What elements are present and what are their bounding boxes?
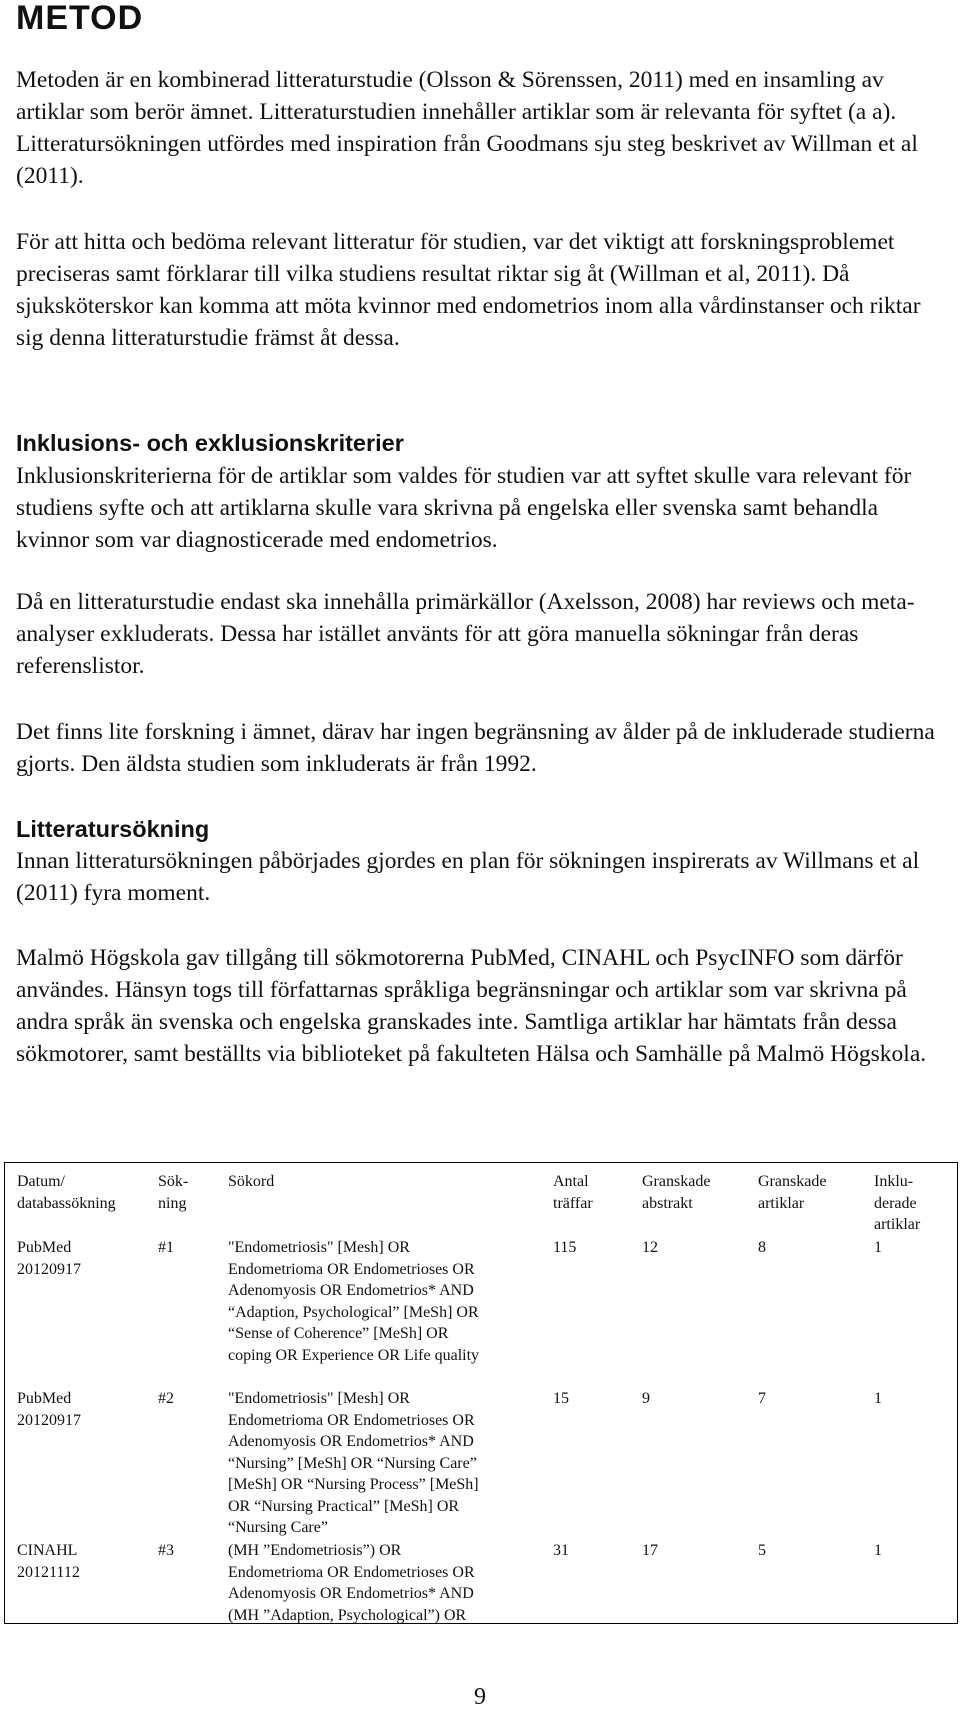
- table-cell-abstracts: 17: [642, 1542, 658, 1559]
- table-cell-articles: 5: [758, 1542, 766, 1559]
- paragraph-databases: Malmö Högskola gav tillgång till sökmotorerna PubMed, CINAHL och PsycINFO som därför användes. Hänsyn togs till författarnas språkliga begränsningar och artiklar som var skrivna på andra språk än svenska och engelska granskades inte. Samtliga artiklar har hämtats från dessa sökmotorer, samt beställts via biblioteket på fakulteten Hälsa och Samhälle på Malmö Högskola.: [16, 945, 927, 1067]
- table-header-cell: Inklu- derade artiklar: [874, 1173, 921, 1233]
- table-header-cell: Granskade abstrakt: [642, 1173, 711, 1212]
- table-header-cell: Datum/ databassökning: [17, 1173, 116, 1212]
- table-cell-search-terms: "Endometriosis" [Mesh] OR Endometrioma OR Endometrioses OR Adenomyosis OR Endometrios* AND “Nursing” [MeSh] OR “Nursing Care” [MeSh] OR “Nursing Process” [MeSh] OR “Nursing Practical” [MeSh] OR “Nursing Care”: [228, 1390, 479, 1536]
- table-cell-articles: 7: [758, 1390, 766, 1407]
- table-cell-abstracts: 9: [642, 1390, 650, 1407]
- table-header-cell: Sök- ning: [158, 1173, 189, 1212]
- section-heading-criteria: Inklusions- och exklusionskriterier: [16, 430, 404, 456]
- table-cell-abstracts: 12: [642, 1239, 658, 1256]
- table-cell-articles: 8: [758, 1239, 766, 1256]
- table-cell-database: PubMed 20120917: [17, 1390, 81, 1429]
- table-cell-database: PubMed 20120917: [17, 1239, 81, 1278]
- table-cell-search-number: #1: [158, 1239, 174, 1256]
- table-cell-search-terms: (MH ”Endometriosis”) OR Endometrioma OR Endometrioses OR Adenomyosis OR Endometrios* AND (MH ”Adaption, Psychological”) OR: [228, 1542, 475, 1624]
- page-number: 9: [474, 1684, 486, 1710]
- paragraph-exclusion: Då en litteraturstudie endast ska innehålla primärkällor (Axelsson, 2008) har reviews och meta-analyser exkluderats. Dessa har istället använts för att göra manuella sökningar från deras referenslistor.: [16, 589, 915, 679]
- table-cell-hits: 15: [553, 1390, 569, 1407]
- page-title: METOD: [16, 0, 144, 37]
- section-heading-search: Litteratursökning: [16, 816, 210, 842]
- table-header-cell: Sökord: [228, 1173, 275, 1190]
- paragraph-problem: För att hitta och bedöma relevant litteratur för studien, var det viktigt att forskningsproblemet preciseras samt förklarar till vilka studiens resultat riktar sig åt (Willman et al, 2011). Då sjuksköterskor kan komma att möta kvinnor med endometrios inom alla vårdinstanser och riktar sig denna litteraturstudie främst åt dessa.: [16, 229, 921, 351]
- table-header-cell: Granskade artiklar: [758, 1173, 827, 1212]
- table-cell-hits: 31: [553, 1542, 569, 1559]
- table-cell-search-number: #3: [158, 1542, 174, 1559]
- table-cell-search-terms: "Endometriosis" [Mesh] OR Endometrioma OR Endometrioses OR Adenomyosis OR Endometrios* AND “Adaption, Psychological” [MeSh] OR “Sense of Coherence” [MeSh] OR coping OR Experience OR Life quality: [228, 1239, 480, 1364]
- table-cell-included: 1: [874, 1390, 882, 1407]
- table-cell-hits: 115: [553, 1239, 577, 1256]
- table-cell-included: 1: [874, 1239, 882, 1256]
- paragraph-inclusion: Inklusionskriterierna för de artiklar som valdes för studien var att syftet skulle vara relevant för studiens syfte och att artiklarna skulle vara skrivna på engelska eller svenska samt behandla kvinnor som var diagnosticerade med endometrios.: [16, 463, 912, 553]
- paragraph-age-limit: Det finns lite forskning i ämnet, därav har ingen begränsning av ålder på de inkluderade studierna gjorts. Den äldsta studien som inkluderats är från 1992.: [16, 719, 935, 777]
- search-table: [4, 1162, 958, 1624]
- table-cell-database: CINAHL 20121112: [17, 1542, 80, 1581]
- table-cell-included: 1: [874, 1542, 882, 1559]
- paragraph-search-plan: Innan litteratursökningen påbörjades gjordes en plan för sökningen inspirerats av Willmans et al (2011) fyra moment.: [16, 848, 920, 906]
- paragraph-intro: Metoden är en kombinerad litteraturstudie (Olsson & Sörenssen, 2011) med en insamling av artiklar som berör ämnet. Litteraturstudien innehåller artiklar som är relevanta för syftet (a a). Litteratursökningen utfördes med inspiration från Goodmans sju steg beskrivet av Willman et al (2011).: [16, 67, 918, 189]
- table-header-cell: Antal träffar: [553, 1173, 593, 1212]
- table-cell-search-number: #2: [158, 1390, 174, 1407]
